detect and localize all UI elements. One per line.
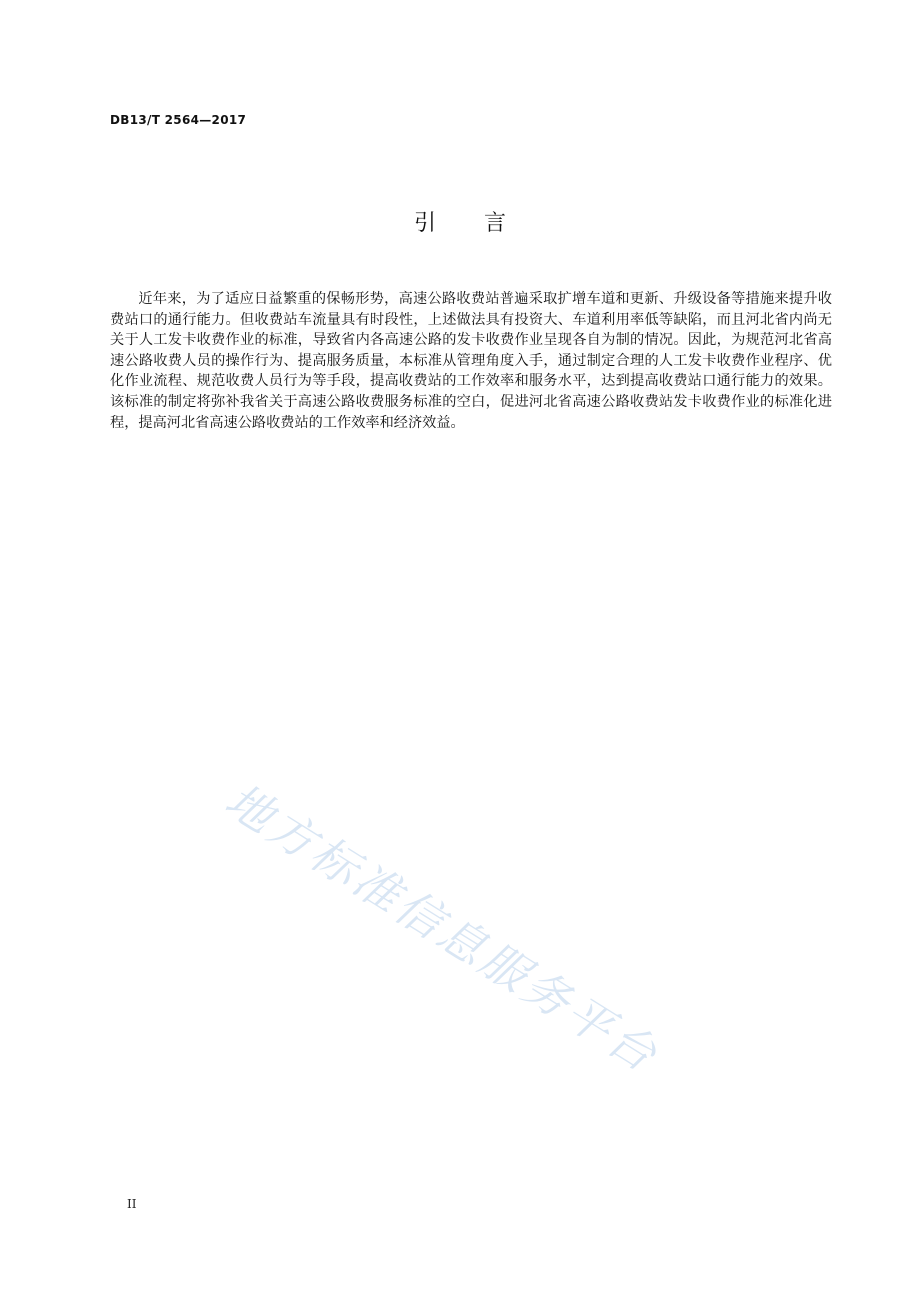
intro-paragraph: 近年来，为了适应日益繁重的保畅形势，高速公路收费站普遍采取扩增车道和更新、升级设备等措施来提升收费站口的通行能力。但收费站车流量具有时段性，上述做法具有投资大、车道利用率低等缺陷，而且河北省内尚无关于人工发卡收费作业的标准，导致省内各高速公路的发卡收费作业呈现各自为制的情况。因此，为规范河北省高速公路收费人员的操作行为、提高服务质量，本标准从管理角度入手，通过制定合理的人工发卡收费作业程序、优化作业流程、规范收费人员行为等手段，提高收费站的工作效率和服务水平，达到提高收费站口通行能力的效果。该标准的制定将弥补我省关于高速公路收费服务标准的空白，促进河北省高速公路收费站发卡收费作业的标准化进程，提高河北省高速公路收费站的工作效率和经济效益。	[110, 291, 832, 431]
page-number: II	[127, 1197, 137, 1211]
watermark: 地方标准信息服务平台	[216, 772, 669, 1084]
page-title: 引言	[413, 211, 554, 236]
standard-code: DB13/T 2564—2017	[110, 113, 247, 127]
